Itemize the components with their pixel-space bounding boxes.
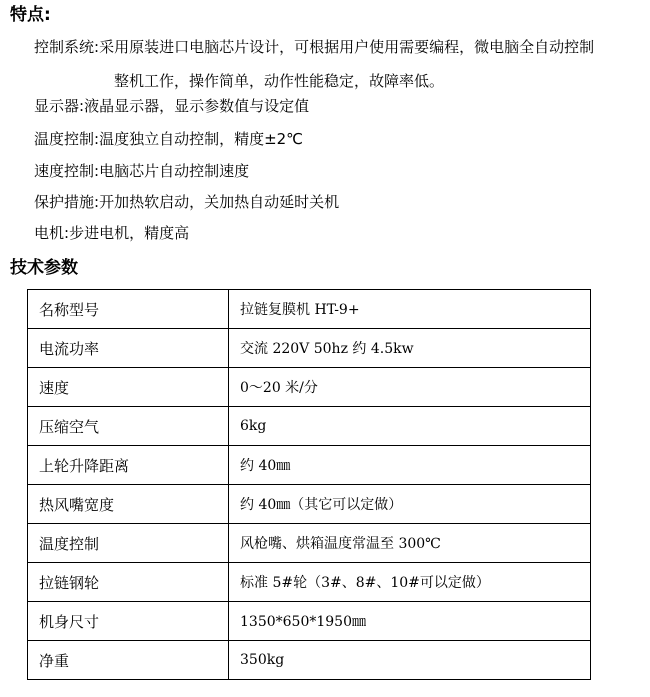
table-row <box>28 407 591 446</box>
feature-text: 温度独立自动控制，精度±2℃ <box>99 130 304 148</box>
feature-motor <box>34 223 189 243</box>
specs-table <box>27 289 591 680</box>
feature-display <box>34 96 309 116</box>
table-row <box>28 446 591 485</box>
table-row <box>28 290 591 329</box>
spec-label: 压缩空气 <box>28 407 229 446</box>
table-row <box>28 368 591 407</box>
spec-value: 1350*650*1950㎜ <box>229 602 591 641</box>
table-row <box>28 563 591 602</box>
spec-label: 电流功率 <box>28 329 229 368</box>
feature-label: 速度控制: <box>34 162 100 180</box>
spec-value: 风枪嘴、烘箱温度常温至 300℃ <box>229 524 591 563</box>
spec-label: 拉链钢轮 <box>28 563 229 602</box>
feature-text: 步进电机，精度高 <box>69 224 190 242</box>
feature-text: 电脑芯片自动控制速度 <box>99 162 250 180</box>
feature-text: 开加热软启动，关加热自动延时关机 <box>99 193 340 211</box>
feature-text-continuation: 整机工作，操作简单，动作性能稳定，故障率低。 <box>114 72 445 90</box>
spec-label: 热风嘴宽度 <box>28 485 229 524</box>
feature-label: 温度控制: <box>34 130 100 148</box>
feature-text: 液晶显示器，显示参数值与设定值 <box>84 97 310 115</box>
feature-text: 采用原装进口电脑芯片设计，可根据用户使用需要编程，微电脑全自动控制 <box>99 38 595 56</box>
table-row <box>28 485 591 524</box>
spec-value: 350kg <box>229 641 591 680</box>
feature-label: 显示器: <box>34 97 85 115</box>
feature-control-system <box>34 37 594 91</box>
feature-label: 电机: <box>34 224 70 242</box>
feature-label: 保护措施: <box>34 193 100 211</box>
spec-label: 机身尺寸 <box>28 602 229 641</box>
table-row <box>28 329 591 368</box>
spec-value: 6kg <box>229 407 591 446</box>
feature-speed-control <box>34 161 249 181</box>
spec-value: 0～20 米/分 <box>229 368 591 407</box>
feature-temperature-control <box>34 129 303 149</box>
spec-label: 速度 <box>28 368 229 407</box>
specs-heading: 技术参数 <box>10 258 78 278</box>
table-row <box>28 641 591 680</box>
table-row <box>28 602 591 641</box>
spec-label: 上轮升降距离 <box>28 446 229 485</box>
spec-value: 约 40㎜（其它可以定做） <box>229 485 591 524</box>
spec-label: 净重 <box>28 641 229 680</box>
table-row <box>28 524 591 563</box>
feature-protection <box>34 192 339 212</box>
spec-value: 标准 5#轮（3#、8#、10#可以定做） <box>229 563 591 602</box>
spec-value: 交流 220V 50hz 约 4.5kw <box>229 329 591 368</box>
features-heading: 特点: <box>10 5 51 25</box>
spec-value: 拉链复膜机 HT-9+ <box>229 290 591 329</box>
feature-label: 控制系统: <box>34 38 100 56</box>
spec-label: 名称型号 <box>28 290 229 329</box>
spec-value: 约 40㎜ <box>229 446 591 485</box>
spec-label: 温度控制 <box>28 524 229 563</box>
